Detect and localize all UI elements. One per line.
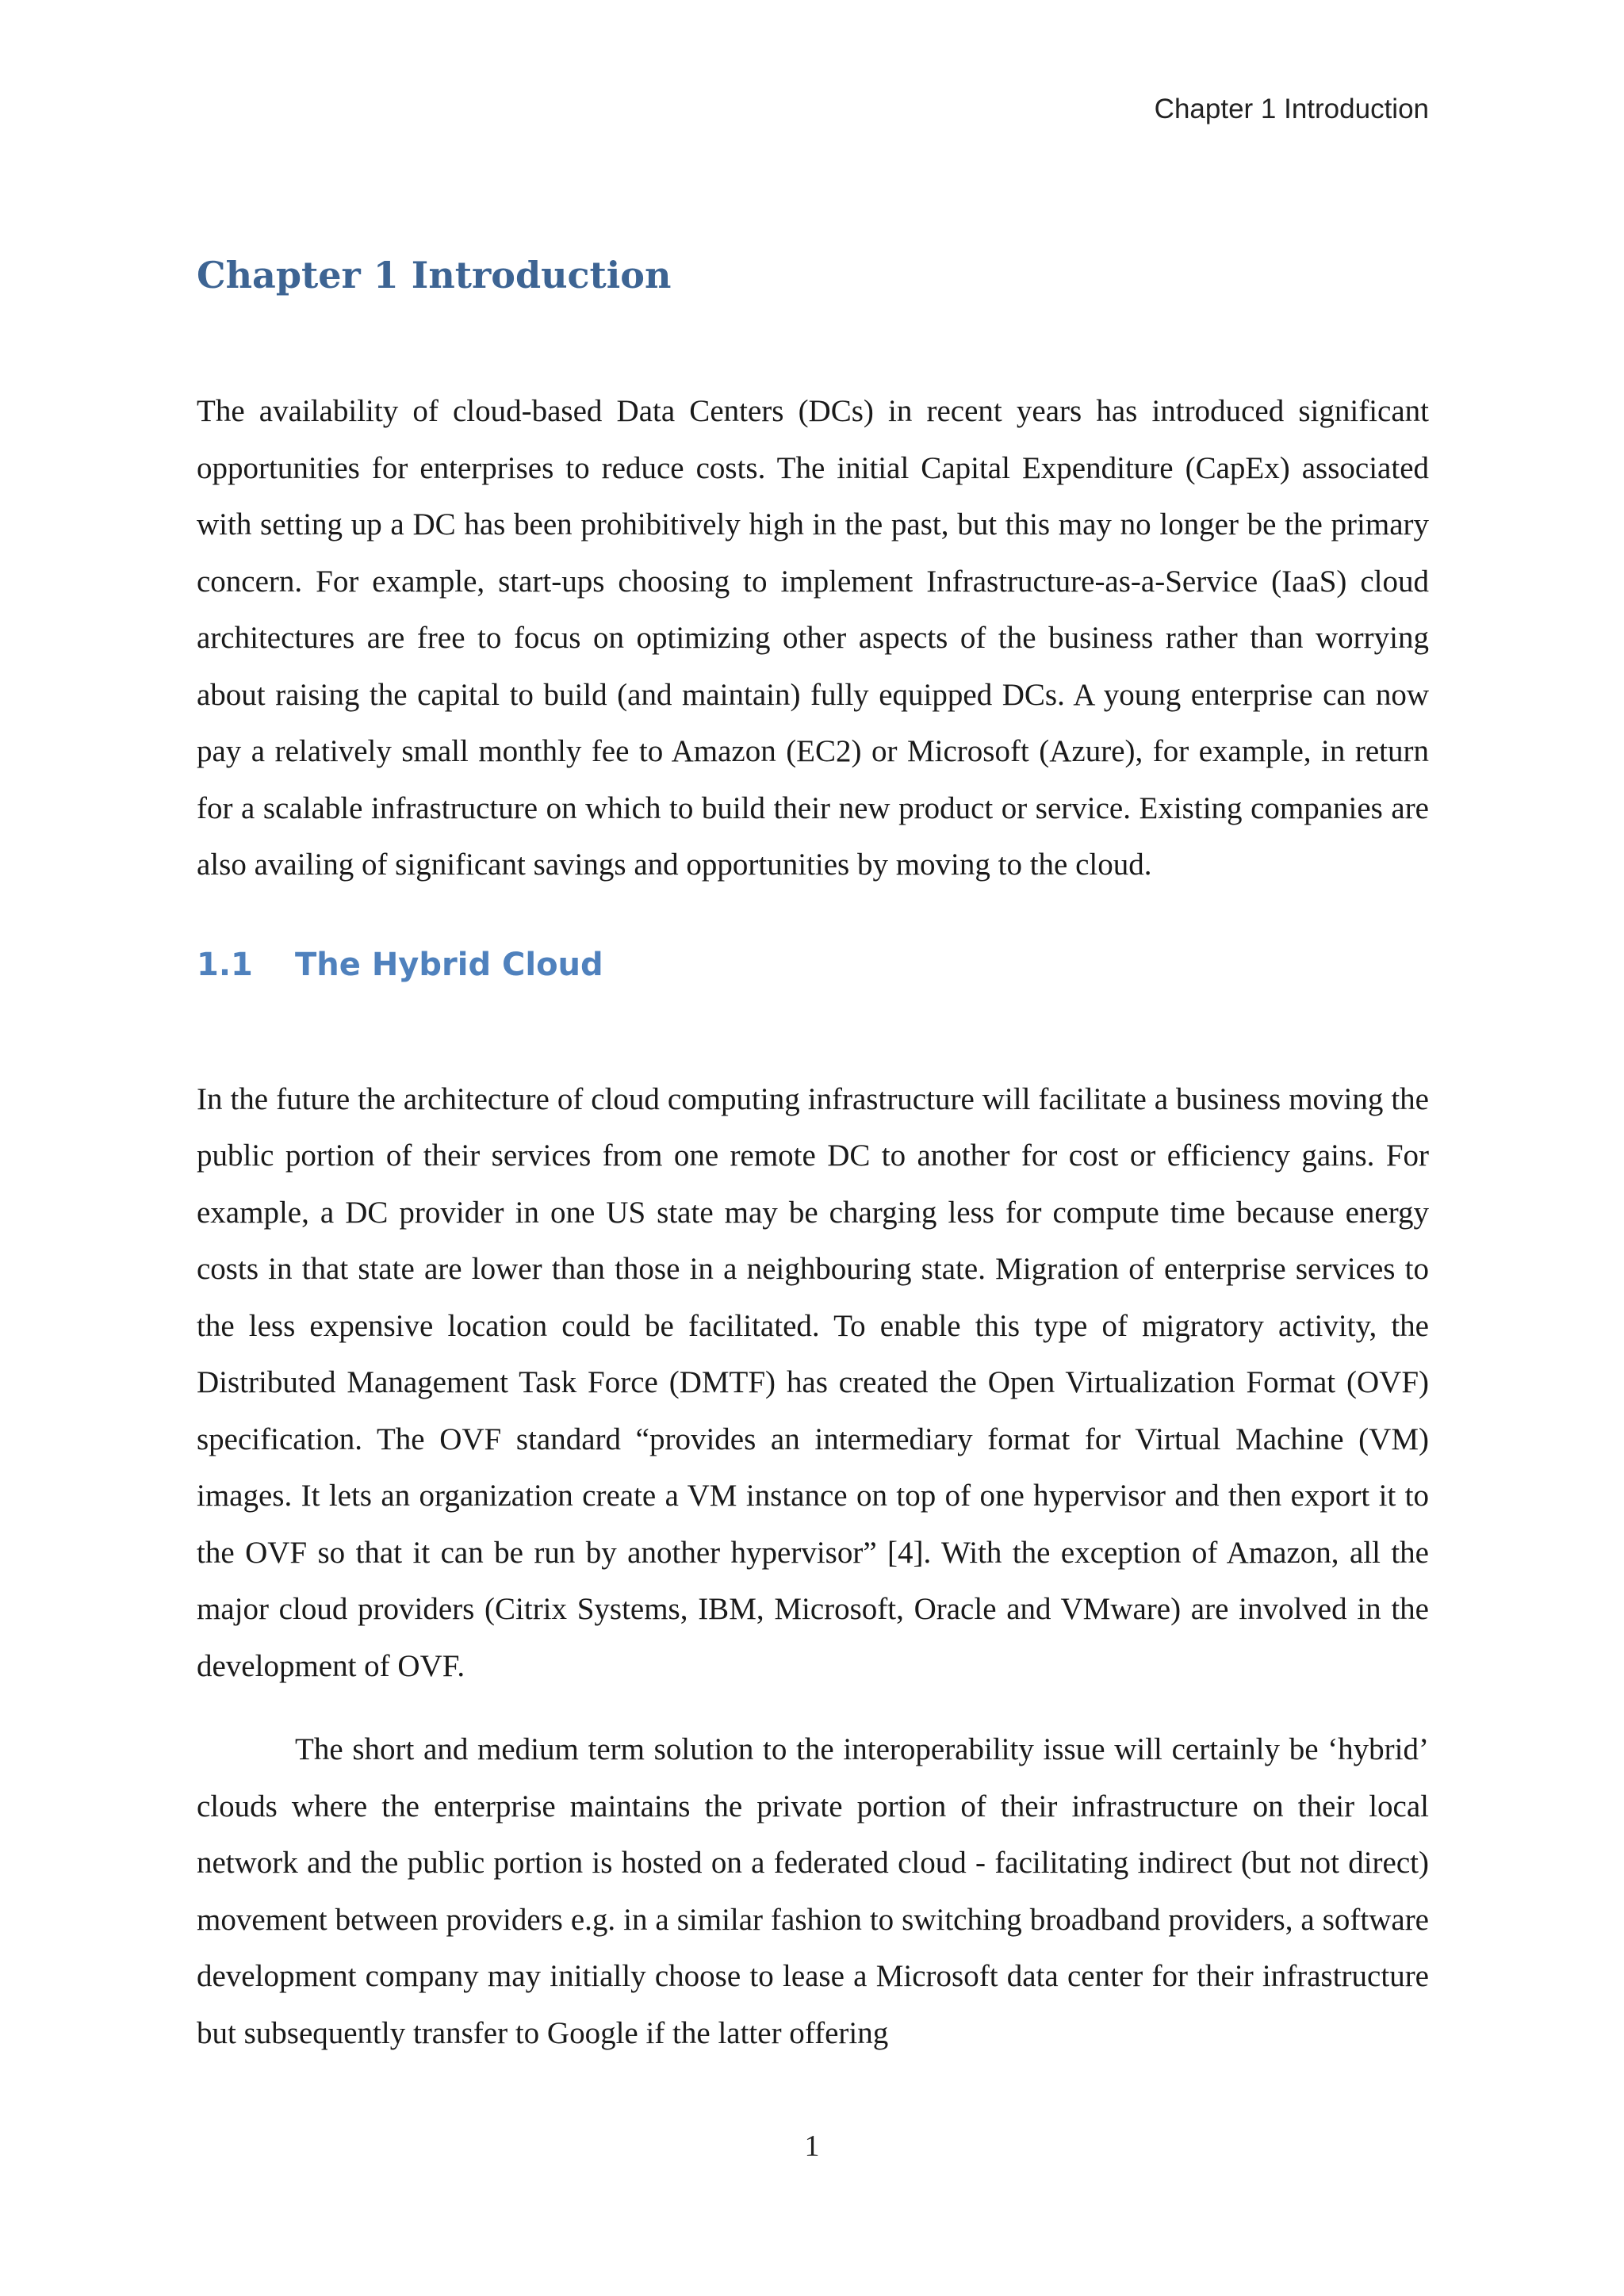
section-paragraph-2: The short and medium term solution to the interoperability issue will certainly be ‘hybrid’ clouds where the enterprise maintains the private portion of their infrastructure on their local network and the public portion is hosted on a federated cloud - facilitating indirect (but not direct) movement between providers e.g. in a similar fashion to switching broadband providers, a software development company may initially choose to lease a Microsoft data center for their infrastructure but subsequently transfer to Google if the latter offering — [197, 1732, 1429, 2050]
intro-paragraph: The availability of cloud-based Data Centers (DCs) in recent years has introduced significant opportunities for enterprises to reduce costs. The initial Capital Expenditure (CapEx) associated with setting up a DC has been prohibitively high in the past, but this may no longer be the primary concern. For example, start-ups choosing to implement Infrastructure-as-a-Service (IaaS) cloud architectures are free to focus on optimizing other aspects of the business rather than worrying about raising the capital to build (and maintain) fully equipped DCs. A young enterprise can now pay a relatively small monthly fee to Amazon (EC2) or Microsoft (Azure), for example, in return for a scalable infrastructure on which to build their new product or service. Existing companies are also availing of significant savings and opportunities by moving to the cloud. — [197, 394, 1429, 882]
section-number: 1.1 — [197, 946, 253, 983]
paragraph-spacer — [197, 1694, 1429, 1721]
page-body — [197, 254, 1429, 2061]
section-heading — [197, 946, 1429, 984]
running-header: Chapter 1 Introduction — [1154, 94, 1429, 124]
section-title: The Hybrid Cloud — [295, 946, 603, 983]
chapter-title: Chapter 1 Introduction — [197, 254, 672, 297]
page-number: 1 — [804, 2130, 820, 2163]
section-paragraph-1: In the future the architecture of cloud computing infrastructure will facilitate a business moving the public portion of their services from one remote DC to another for cost or efficiency gains. For example, a DC provider in one US state may be charging less for compute time because energy costs in that state are lower than those in a neighbouring state. Migration of enterprise services to the less expensive location could be facilitated. To enable this type of migratory activity, the Distributed Management Task Force (DMTF) has created the Open Virtualization Format (OVF) specification. The OVF standard “provides an intermediary format for Virtual Machine (VM) images. It lets an organization create a VM instance on top of one hypervisor and then export it to the OVF so that it can be run by another hypervisor” [4]. With the exception of Amazon, all the major cloud providers (Citrix Systems, IBM, Microsoft, Oracle and VMware) are involved in the development of OVF. — [197, 1081, 1429, 1683]
